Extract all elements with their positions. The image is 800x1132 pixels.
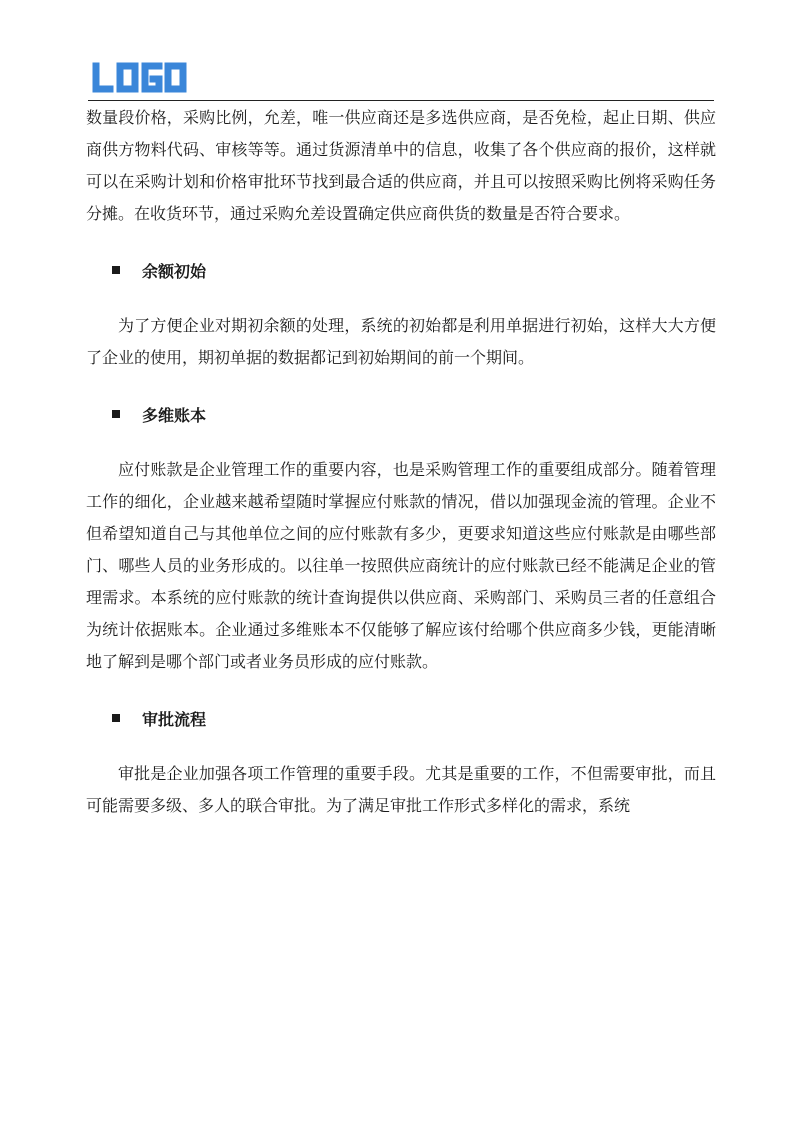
- document-body: [86, 101, 716, 822]
- section-paragraph: 为了方便企业对期初余额的处理，系统的初始都是利用单据进行初始，这样大大方便了企业的使用，期初单据的数据都记到初始期间的前一个期间。: [86, 316, 716, 367]
- logo: [90, 62, 188, 96]
- section-heading-balance-init: [112, 254, 716, 286]
- section-paragraph: 审批是企业加强各项工作管理的重要手段。尤其是重要的工作，不但需要审批，而且可能需要多级、多人的联合审批。为了满足审批工作形式多样化的需求，系统: [86, 764, 716, 815]
- section-heading-approval-flow: [112, 702, 716, 734]
- page-header: [88, 62, 714, 101]
- section-heading-label: 审批流程: [142, 709, 207, 729]
- intro-paragraph: 数量段价格，采购比例，允差，唯一供应商还是多选供应商，是否免检，起止日期、供应商供方物料代码、审核等等。通过货源清单中的信息，收集了各个供应商的报价，这样就可以在采购计划和价格审批环节找到最合适的供应商，并且可以按照采购比例将采购任务分摊。在收货环节，通过采购允差设置确定供应商供货的数量是否符合要求。: [86, 108, 716, 223]
- section-heading-label: 多维账本: [142, 405, 207, 425]
- section-heading-label: 余额初始: [142, 261, 207, 281]
- square-bullet-icon: [112, 410, 120, 418]
- square-bullet-icon: [112, 714, 120, 722]
- square-bullet-icon: [112, 266, 120, 274]
- section-paragraph: 应付账款是企业管理工作的重要内容，也是采购管理工作的重要组成部分。随着管理工作的细化，企业越来越希望随时掌握应付账款的情况，借以加强现金流的管理。企业不但希望知道自己与其他单位之间的应付账款有多少，更要求知道这些应付账款是由哪些部门、哪些人员的业务形成的。以往单一按照供应商统计的应付账款已经不能满足企业的管理需求。本系统的应付账款的统计查询提供以供应商、采购部门、采购员三者的任意组合为统计依据账本。企业通过多维账本不仅能够了解应该付给哪个供应商多少钱，更能清晰地了解到是哪个部门或者业务员形成的应付账款。: [86, 460, 716, 671]
- logo-mark: [90, 62, 188, 96]
- section-heading-multi-ledger: [112, 398, 716, 430]
